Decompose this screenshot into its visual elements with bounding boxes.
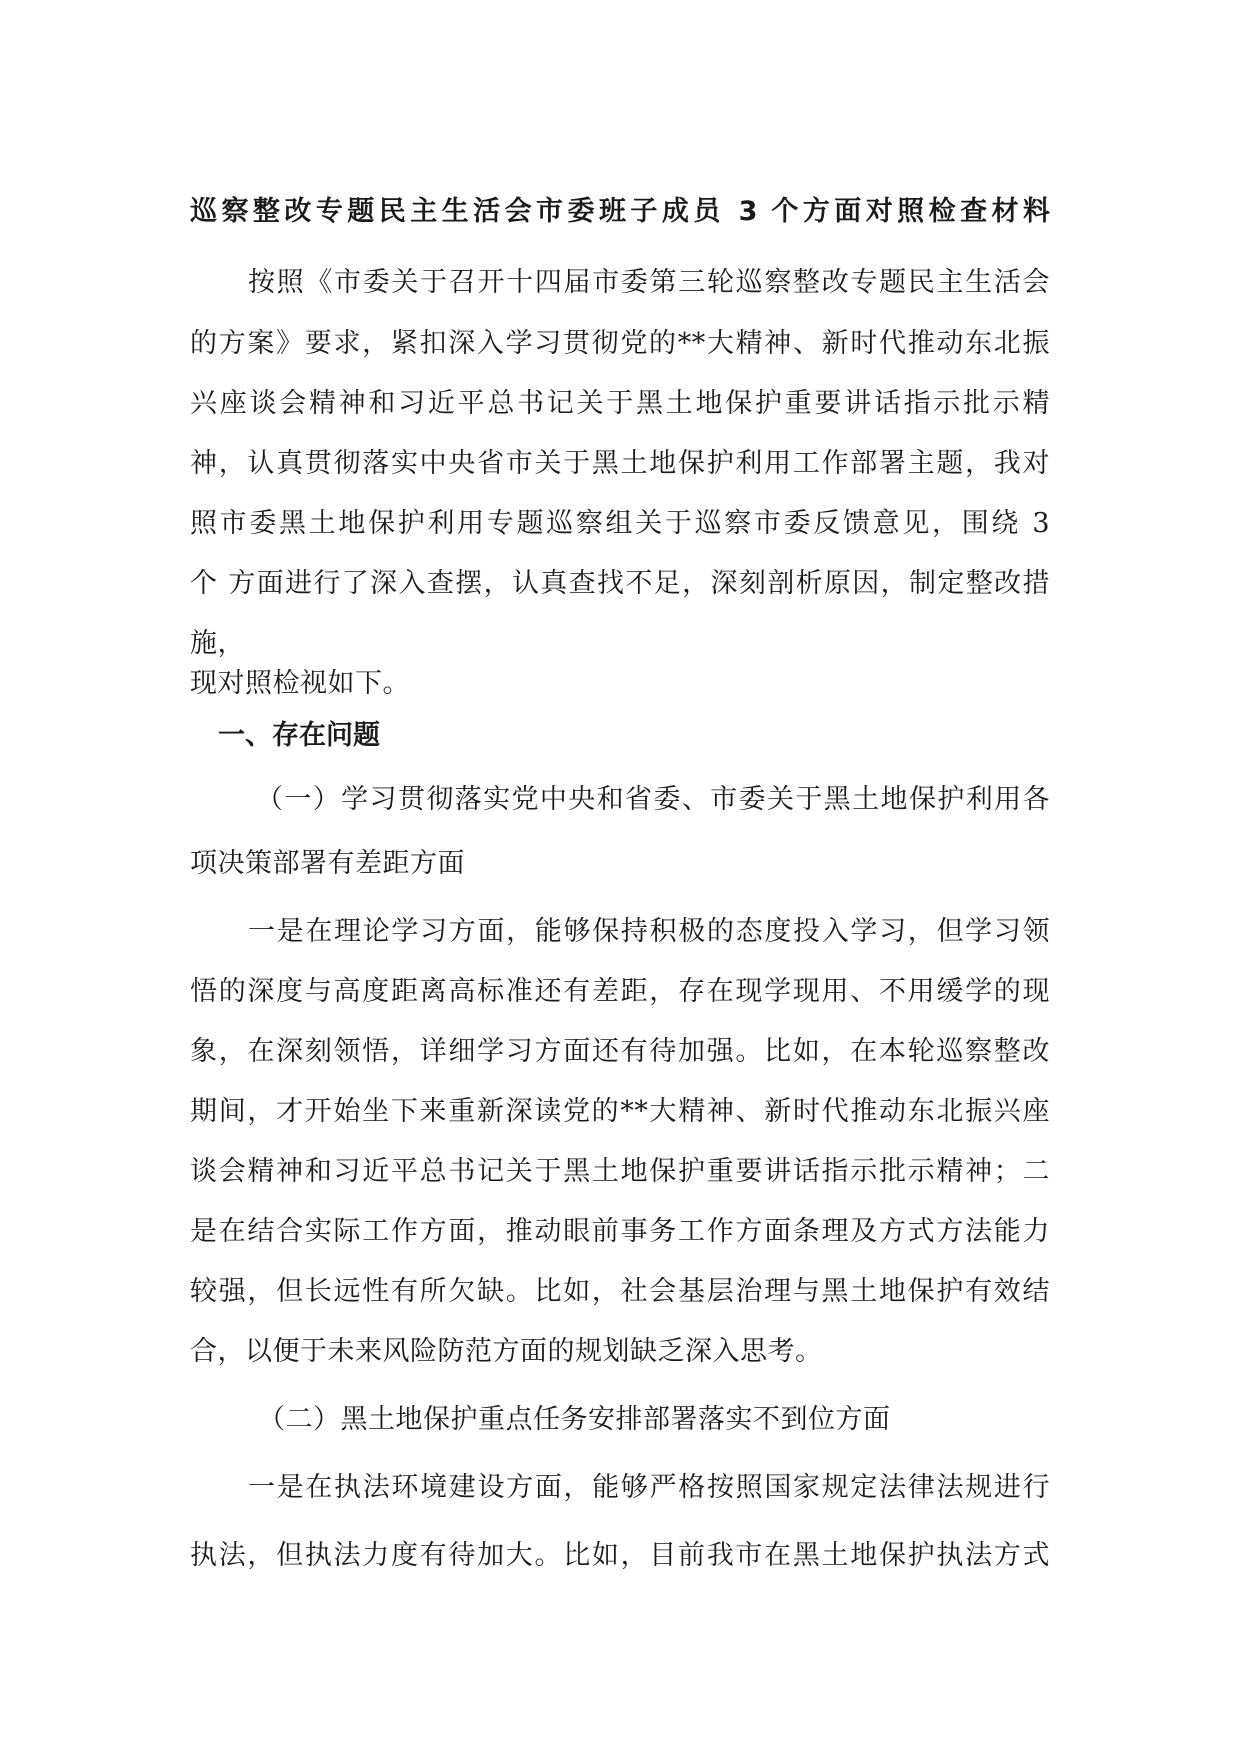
para-1-line-2: 悟的深度与高度距离高标准还有差距，存在现学现用、不用缓学的现 [190,976,1050,1007]
intro-line-3: 兴座谈会精神和习近平总书记关于黑土地保护重要讲话指示批示精 [190,388,1050,419]
subheading-2: （二）黑土地保护重点任务安排部署落实不到位方面 [258,1404,891,1435]
para-1-line-4: 期间，才开始坐下来重新深读党的**大精神、新时代推动东北振兴座 [190,1096,1050,1127]
intro-line-1: 按照《市委关于召开十四届市委第三轮巡察整改专题民主生活会 [248,267,1050,298]
para-2-line-1: 一是在执法环境建设方面，能够严格按照国家规定法律法规进行 [248,1472,1050,1503]
para-1-line-1: 一是在理论学习方面，能够保持积极的态度投入学习，但学习领 [248,916,1050,947]
document-title: 巡察整改专题民主生活会市委班子成员 3 个方面对照检查材料 [190,196,1050,227]
intro-line-5: 照市委黑土地保护利用专题巡察组关于巡察市委反馈意见，围绕 3 [190,508,1050,539]
subheading-1-line-1: （一）学习贯彻落实党中央和省委、市委关于黑土地保护利用各 [256,784,1050,815]
intro-line-8: 现对照检视如下。 [190,668,410,699]
section-heading: 一、存在问题 [218,720,380,751]
subheading-1-line-2: 项决策部署有差距方面 [190,848,465,879]
para-1-line-3: 象，在深刻领悟，详细学习方面还有待加强。比如，在本轮巡察整改 [190,1036,1050,1067]
para-1-line-8: 合，以便于未来风险防范方面的规划缺乏深入思考。 [190,1336,823,1367]
para-1-line-5: 谈会精神和习近平总书记关于黑土地保护重要讲话指示批示精神；二 [190,1156,1050,1187]
para-1-line-6: 是在结合实际工作方面，推动眼前事务工作方面条理及方式方法能力 [190,1216,1050,1247]
intro-line-4: 神，认真贯彻落实中央省市关于黑土地保护利用工作部署主题，我对 [190,448,1050,479]
para-1-line-7: 较强，但长远性有所欠缺。比如，社会基层治理与黑土地保护有效结 [190,1276,1050,1307]
intro-line-6: 个 方面进行了深入查摆，认真查找不足，深刻剖析原因，制定整改措 [190,568,1050,599]
para-2-line-2: 执法，但执法力度有待加大。比如，目前我市在黑土地保护执法方式 [190,1540,1050,1571]
intro-line-7: 施， [190,628,245,659]
intro-line-2: 的方案》要求，紧扣深入学习贯彻党的**大精神、新时代推动东北振 [190,328,1050,359]
